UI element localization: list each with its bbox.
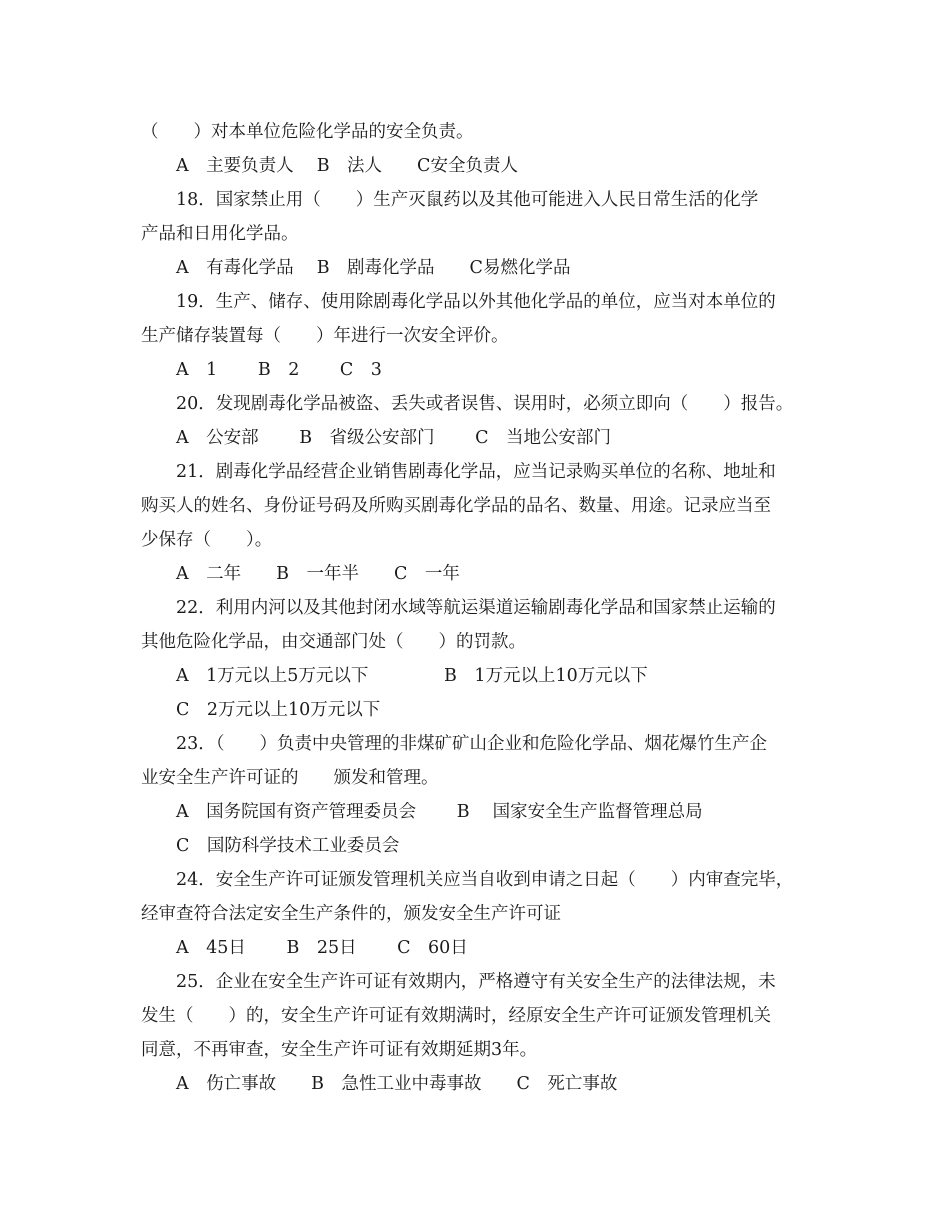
question-18: 18．国家禁止用（ ）生产灭鼠药以及其他可能进入人民日常生活的化学	[176, 190, 759, 210]
answer-options: A 公安部 B 省级公安部门 C 当地公安部门	[176, 428, 612, 448]
text-line: 经审查符合法定安全生产条件的，颁发安全生产许可证	[141, 904, 561, 924]
answer-options: A 有毒化学品 B 剧毒化学品 C易燃化学品	[176, 258, 571, 278]
text-line: 业安全生产许可证的 颁发和管理。	[141, 768, 439, 788]
answer-options: A 国务院国有资产管理委员会 B 国家安全生产监督管理总局	[176, 802, 703, 822]
question-24: 24．安全生产许可证颁发管理机关应当自收到申请之日起（ ）内审查完毕，	[176, 870, 794, 890]
answer-options: A 45日 B 25日 C 60日	[176, 938, 468, 958]
question-23: 23．（ ）负责中央管理的非煤矿矿山企业和危险化学品、烟花爆竹生产企	[176, 734, 768, 754]
question-21: 21．剧毒化学品经营企业销售剧毒化学品，应当记录购买单位的名称、地址和	[176, 462, 776, 482]
text-line: 产品和日用化学品。	[141, 224, 299, 244]
text-line: 同意，不再审查，安全生产许可证有效期延期3年。	[141, 1040, 538, 1060]
answer-options: A 主要负责人 B 法人 C安全负责人	[176, 156, 518, 176]
text-line: 生产储存装置每（ ）年进行一次安全评价。	[141, 326, 509, 346]
question-20: 20．发现剧毒化学品被盗、丢失或者误售、误用时，必须立即向（ ）报告。	[176, 394, 794, 414]
answer-options: C 2万元以上10万元以下	[176, 700, 381, 720]
text-line: 购买人的姓名、身份证号码及所购买剧毒化学品的品名、数量、用途。记录应当至	[141, 496, 771, 516]
question-19: 19．生产、储存、使用除剧毒化学品以外其他化学品的单位，应当对本单位的	[176, 292, 776, 312]
question-22: 22．利用内河以及其他封闭水域等航运渠道运输剧毒化学品和国家禁止运输的	[176, 598, 776, 618]
question-25: 25．企业在安全生产许可证有效期内，严格遵守有关安全生产的法律法规，未	[176, 972, 776, 992]
text-line: （ ）对本单位危险化学品的安全负责。	[141, 122, 474, 142]
answer-options: A 1万元以上5万元以下 B 1万元以上10万元以下	[176, 666, 648, 686]
answer-options: A 二年 B 一年半 C 一年	[176, 564, 460, 584]
answer-options: A 1 B 2 C 3	[176, 360, 382, 380]
text-line: 少保存（ ）。	[141, 530, 273, 550]
answer-options: C 国防科学技术工业委员会	[176, 836, 400, 856]
text-line: 其他危险化学品，由交通部门处（ ）的罚款。	[141, 632, 526, 652]
answer-options: A 伤亡事故 B 急性工业中毒事故 C 死亡事故	[176, 1074, 618, 1094]
text-line: 发生（ ）的，安全生产许可证有效期满时，经原安全生产许可证颁发管理机关	[141, 1006, 771, 1026]
